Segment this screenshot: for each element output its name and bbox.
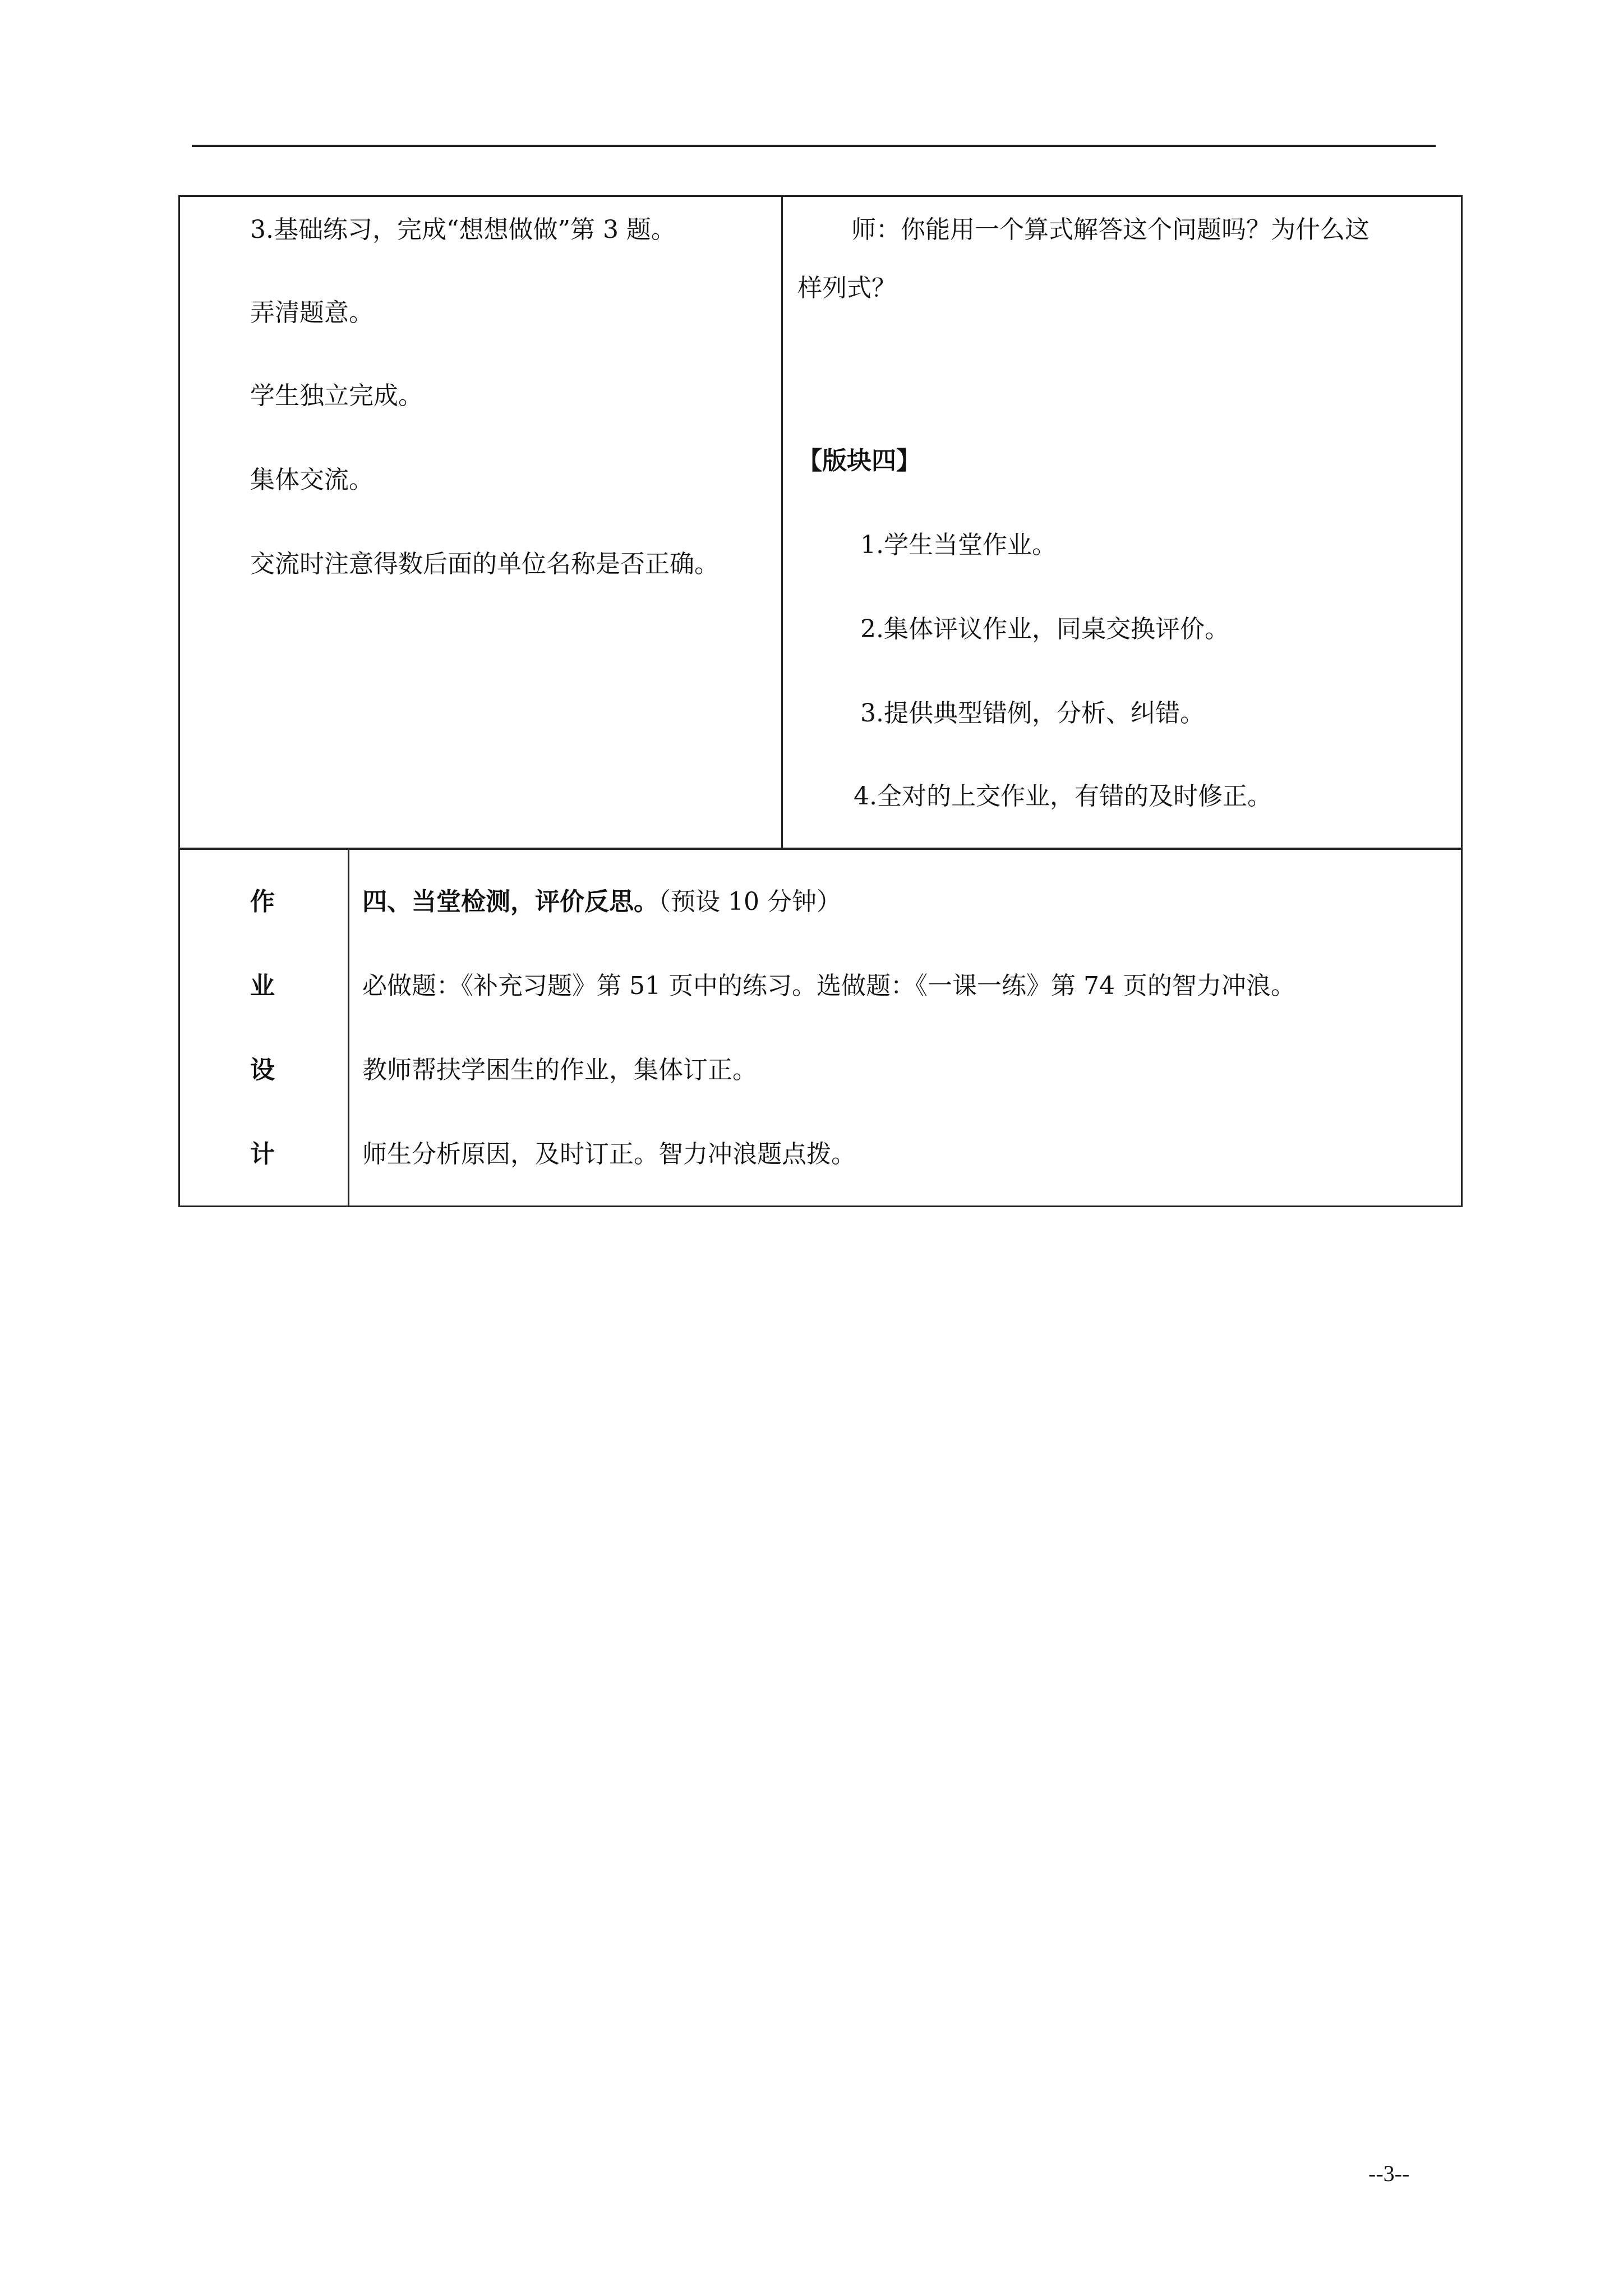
left-cell-line: 学生独立完成。 bbox=[250, 381, 423, 410]
homework-heading-line bbox=[362, 885, 841, 919]
homework-line: 师生分析原因，及时订正。智力冲浪题点拨。 bbox=[362, 1140, 856, 1168]
section-item: 3.提供典型错例，分析、纠错。 bbox=[860, 699, 1205, 728]
homework-line: 必做题：《补充习题》第 51 页中的练习。选做题：《一课一练》第 74 页的智力冲浪。 bbox=[362, 972, 1295, 1000]
page-number: --3-- bbox=[1368, 2161, 1410, 2186]
left-cell-line: 集体交流。 bbox=[250, 466, 374, 494]
section-item: 2.集体评议作业，同桌交换评价。 bbox=[860, 615, 1229, 643]
right-cell-line: 师：你能用一个算式解答这个问题吗？为什么这 bbox=[851, 215, 1370, 244]
homework-heading-note: （预设 10 分钟） bbox=[658, 887, 841, 916]
homework-line: 教师帮扶学困生的作业，集体订正。 bbox=[362, 1056, 757, 1084]
homework-heading: 四、当堂检测，评价反思。 bbox=[362, 887, 658, 916]
homework-label-char: 设 bbox=[250, 1056, 275, 1084]
left-cell-line: 交流时注意得数后面的单位名称是否正确。 bbox=[250, 550, 719, 578]
upper-row-divider bbox=[781, 195, 783, 849]
homework-row-divider bbox=[348, 848, 349, 1207]
homework-label-char: 作 bbox=[250, 887, 275, 916]
homework-label-char: 计 bbox=[250, 1140, 275, 1168]
right-cell-line: 样列式？ bbox=[797, 274, 896, 302]
section-item: 4.全对的上交作业，有错的及时修正。 bbox=[854, 782, 1272, 811]
left-cell-line: 3.基础练习，完成“想想做做”第 3 题。 bbox=[250, 215, 676, 244]
left-cell-line: 弄清题意。 bbox=[250, 298, 374, 327]
homework-label-char: 业 bbox=[250, 972, 275, 1000]
section-item: 1.学生当堂作业。 bbox=[860, 531, 1057, 559]
section-title: 【版块四】 bbox=[797, 447, 921, 475]
header-rule bbox=[192, 145, 1436, 147]
